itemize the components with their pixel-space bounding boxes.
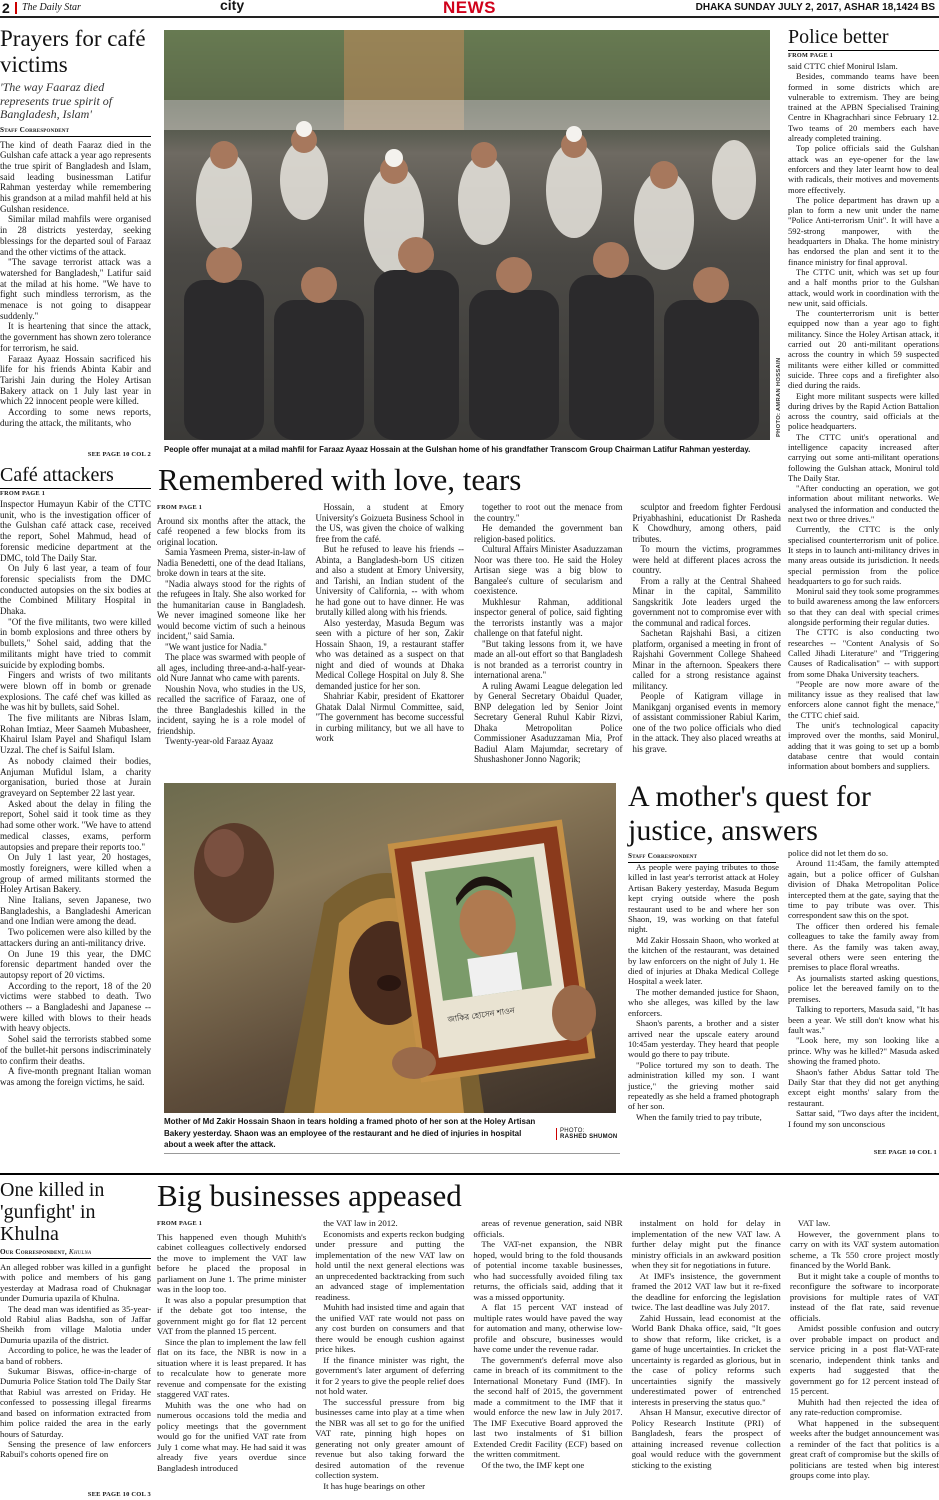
- paragraph: The place was swarmed with people of all ages, including three-and-a-half-year-old Nure Jannat who came with parents.: [157, 652, 306, 683]
- paragraph: Sukumar Biswas, office-in-charge of Dumuria Police Station told The Daily Star that Rabiul was arrested on Friday. He confessed to possessing illegal firearms and based on information extracted from him police raided the area in the early hours of Saturday.: [0, 1366, 151, 1439]
- paragraph: Also yesterday, Masuda Begum was seen with a picture of her son, Zakir Hossain Shaon, 19, a restaurant staffer who was detained as a suspect on that night and died of wounds at Dhaka Medical College Hospital on July 8. She demanded justice for her son.: [315, 617, 464, 691]
- paragraph: Muhith had then rejected the idea of any rate-reduction compromise.: [789, 1396, 939, 1417]
- mother-jump: SEE PAGE 10 COL 1: [870, 1149, 937, 1156]
- cafe-label: FROM PAGE 1: [0, 490, 46, 497]
- paragraph: sculptor and freedom fighter Ferdousi Priyabhashini, educationist Dr Rasheda K Chowdhury, among others, paid tributes.: [632, 502, 781, 544]
- mother-photo: [164, 783, 616, 1113]
- paragraph: The successful pressure from big businesses came into play at a time when the NBR was all set to go for the unified VAT rate, pinning high hopes on generating not only greater amount of revenue but also taking forward the desired automation of the revenue collection system.: [315, 1396, 465, 1480]
- police-label: FROM PAGE 1: [788, 52, 834, 59]
- cafe-headline: Café attackers: [0, 464, 151, 489]
- paragraph: "After conducting an operation, we got information about militant networks. We analysed the information and conducted the next two or three drives.": [788, 483, 939, 525]
- paragraph: "Of the five militants, two were killed in bomb explosions and three others by bullets," Sohel said, adding that the militants might have tried to commit suicide by exploding bombs.: [0, 616, 151, 670]
- paragraph: "The savage terrorist attack was a watershed for Bangladesh," Latifur said at the milad at his home. "We have to fight such mindless terrorism, as the menace is not going to disappear suddenly.": [0, 257, 151, 321]
- remembered-column-2: [316, 502, 465, 768]
- paragraph: On July 6 last year, a team of four forensic specialists from the DMC conducted autopsies on the six bodies at the Combined Military Hospital in Dhaka.: [0, 563, 151, 617]
- paragraph: the VAT law in 2012.: [323, 1218, 398, 1228]
- paragraph: areas of revenue generation, said NBR officials.: [473, 1218, 623, 1239]
- paragraph: It is heartening that since the attack, the government has shown zero tolerance for terrorism, he said.: [0, 321, 151, 353]
- paragraph: Nine Italians, seven Japanese, two Bangladeshis, a Bangladeshi American and one Indian were among the dead.: [0, 895, 151, 927]
- paragraph: Around six months after the attack, the café reopened a few blocks from its original location.: [157, 515, 306, 547]
- prayers-body: [0, 140, 151, 429]
- remembered-column-4: [633, 502, 782, 768]
- khulna-story: [0, 1179, 151, 1500]
- business-column-3: [473, 1218, 622, 1498]
- mother-headline: A mother's quest for justice, answers: [628, 780, 871, 847]
- mother-photo-illustration: [164, 783, 616, 1113]
- mother-photo-caption: Mother of Md Zakir Hossain Shaon in tears holding a framed photo of her son at the Holey Artisan Bakery yesterday. Shaon was an employee of the restaurant and he died of injuries in hospital about a week after the attack.: [164, 1117, 536, 1150]
- paragraph: Currently, the CTTC is the only specialised counterterrorism unit of police. It steps in to launch anti-militancy drives in many areas outside its jurisdiction. It needs special permission from the police headquarters to go for such raids.: [788, 524, 939, 586]
- mother-caption-box: [164, 1114, 620, 1154]
- paragraph: Mukhlesur Rahman, additional inspector general of police, said fighting the terrorists instantly was a major challenge on that fateful night.: [474, 596, 623, 638]
- section-divider: [0, 1173, 939, 1175]
- paragraph: Samia Yasmeen Prema, sister-in-law of Nadia Benedetti, one of the dead Italians, broke down in tears at the site.: [157, 547, 306, 578]
- paragraph: The VAT-net expansion, the NBR hoped, would bring to the fold thousands of potential income taxable businesses, who had successfully avoided filing tax returns, the officials said, adding that it was a missed opportunity.: [473, 1239, 623, 1302]
- remembered-column-3: [474, 502, 623, 768]
- paragraph: According to the report, 18 of the 20 victims were stabbed to death. Two others -- a Bangladeshi and Japanese -- were killed with blows to their heads with heavy objects.: [0, 980, 151, 1034]
- paragraph: Asked about the delay in filing the report, Sohel said it took time as they had some other work. "We have to attend medical classes, exams, perform autopsies and prepare their reports too.": [0, 798, 151, 852]
- paragraph: Sensing the presence of law enforcers Rabuil's cohorts opened fire on: [0, 1438, 151, 1460]
- prayers-headline: Prayers for café victims: [0, 26, 146, 77]
- paragraph: The CTTC unit's operational and intelligence capacity increased after carrying out some anti-militant operations following the Gulshan attack, Monirul told The Daily Star.: [788, 431, 939, 483]
- milad-photo-illustration: [164, 30, 770, 440]
- paragraph: If the finance minister was right, the government's later argument of deferring it for 2 years to give the people relief does not hold water.: [315, 1354, 465, 1396]
- paragraph: Md Zakir Hossain Shaon, who worked at the kitchen of the restaurant, was detained by law enforcers on the night of July 1. He died of injuries at Dhaka Medical College Hospital a week later.: [628, 934, 779, 987]
- paragraph: When the family tried to pay tribute,: [636, 1111, 762, 1122]
- paragraph: said CTTC chief Monirul Islam.: [788, 61, 898, 71]
- police-story: [788, 26, 939, 774]
- business-column-5: [790, 1218, 939, 1498]
- paragraph: Fingers and wrists of two militants were blown off in bomb or grenade explosions. The café chef was killed as he was hit by bullets, said Sohel.: [0, 670, 151, 713]
- paragraph: This happened even though Muhith's cabinet colleagues collectively endorsed the move to implement the VAT law before he placed the proposal in parliament on June 1. The prime minister was in the loop too.: [157, 1231, 307, 1294]
- khulna-headline: One killed in 'gunfight' in Khulna: [0, 1179, 105, 1245]
- paragraph: Twenty-year-old Faraaz Ayaaz: [165, 736, 274, 746]
- paragraph: Hossain, a student at Emory University's Goizueta Business School in the US, was given the choice of walking free from the café.: [315, 502, 464, 544]
- paragraph: "Look here, my son looking like a prince. Why was he killed?" Masuda asked showing the framed photo.: [788, 1035, 939, 1067]
- paragraph: police did not let them do so.: [788, 848, 889, 858]
- prayers-byline: Staff Correspondent: [0, 126, 151, 137]
- khulna-byline: Our Correspondent, Khulna: [0, 1248, 151, 1259]
- paragraph: However, the government plans to carry on with its VAT system automation scheme, a Tk 550 crore project mostly financed by the World Bank.: [789, 1228, 939, 1270]
- paragraph: A ruling Awami League delegation led by General Secretary Obaidul Quader, BNP delegation led by Senior Joint Secretary General Ruhul Kabir Rizvi, Dhaka Metropolitan Police Commissioner Asaduzzaman Mia, Prof Badiul Alam Majumdar, secretary of Shushashoner Jonno Nagorik;: [474, 680, 623, 764]
- prayers-subhead: 'The way Faaraz died represents true spirit of Bangladesh, Islam': [0, 80, 113, 121]
- remembered-story: [157, 462, 781, 768]
- khulna-body: [0, 1262, 151, 1460]
- paragraph: As journalists started asking questions, police let the bereaved family on to the premises.: [788, 972, 939, 1004]
- khulna-jump: SEE PAGE 10 COL 3: [84, 1491, 151, 1498]
- paragraph: The officer then ordered his female colleagues to take the family away from there. As the family was taken away, several others were seen entering the premises to place floral wreaths.: [788, 920, 939, 973]
- mother-column-1: [628, 862, 779, 1154]
- remembered-column-1: [157, 502, 306, 768]
- police-headline: Police better: [788, 26, 939, 51]
- dateline: DHAKA SUNDAY JULY 2, 2017, ASHAR 18,1424 BS: [695, 2, 935, 13]
- paragraph: Zahid Hussain, lead economist at the World Bank Dhaka office, said, "It goes to show that reform, like cricket, is a game of huge uncertainties. In cricket the uncertainty is regarded as glorious, but in the case of policy reforms such uncertainties signify the massively underestimated power of entrenched interests in preserving the status quo.": [631, 1312, 781, 1407]
- milad-photo: [164, 30, 770, 440]
- paragraph: Around 11:45am, the family attempted again, but a police officer of Gulshan division of Dhaka Metropolitan Police intercepted them at the gate, saying that the time to pay tribute was over. This correspondent saw this on the spot.: [788, 858, 939, 921]
- paragraph: Ahsan H Mansur, executive director of Policy Research Institute (PRI) of Bangladesh, fears the prospect of attaining increased revenue collection goal would reduce with the government sticking to the existing: [631, 1407, 781, 1470]
- paragraph: Shaon's father Abdus Sattar told The Daily Star that they did not get anything except eight months' salary from the restaurant.: [788, 1066, 939, 1108]
- paragraph: The counterterrorism unit is better equipped now than a year ago to fight militancy. Since the Holey Artisan attack, it carried out 20 anti-militant operations across the country in which 59 suspected militants were either killed or committed suicide. Three cops and a firefighter also died during the raids.: [788, 308, 939, 391]
- paragraph: Shahriar Kabir, president of Ekattorer Ghatak Dalal Nirmul Committee, said, "The government has become successful in curbing militancy, but we all have to work: [315, 691, 464, 743]
- paragraph: Talking to reporters, Masuda said, "It has been a year. We still don't know what his fault was.": [788, 1004, 939, 1035]
- paragraph: Muhith was the one who had on numerous occasions told the media and policy meetings that the government would go for the unified VAT rate from July 1 come what may. He had said it was already five years overdue since Bangladesh introduced: [157, 1399, 307, 1473]
- paragraph: Sohel said the terrorists stabbed some of the bullet-hit persons indiscriminately to confirm their deaths.: [0, 1034, 151, 1066]
- paragraph: The dead man was identified as 35-year-old Rabiul alias Badsha, son of Jaffar Sheikh from village Malotia under Dumuria upazila of the district.: [0, 1303, 151, 1345]
- paragraph: As people were paying tributes to those killed in last year's terrorist attack at Holey Artisan Bakery yesterday, Masuda Begum kept crying outside where the posh restaurant used to be and where her son Shaon, 19, was working on that fateful night.: [628, 862, 779, 935]
- paragraph: "But taking lessons from it, we have made an all-out effort so that Bangladesh is not branded as a terrorist country in international arena.": [474, 638, 623, 680]
- paragraph: VAT law.: [797, 1218, 831, 1228]
- paragraph: As nobody claimed their bodies, Anjuman Mufidul Islam, a charity organisation, buried those at Jurain graveyard on September 22 last year.: [0, 755, 151, 798]
- paragraph: "Police tortured my son to death. The administration killed my son. I want justice," the grieving mother said repeatedly as she held a framed photograph of her son.: [628, 1059, 779, 1112]
- paragraph: Since the plan to implement the law fell flat on its face, the NBR is now in a situation where it is least prepared. It has to recalculate how to generate more revenue and compensate for the existing staggered VAT rates.: [157, 1336, 307, 1399]
- paragraph: The government's deferral move also came in breach of its commitment to the International Monetary Fund (IMF). In the second half of 2015, the government made a commitment to the IMF that it would enforce the new law in July 2017. The IMF Executive Board approved the last two instalments of $1 billion Extended Credit Facility (ECF) based on the written commitment.: [473, 1354, 623, 1459]
- paragraph: On June 19 this year, the DMC forensic department handed over the autopsy report of 20 victims.: [0, 948, 151, 980]
- remembered-label: FROM PAGE 1: [157, 504, 203, 511]
- business-columns: [157, 1218, 939, 1498]
- paragraph: Eight more militant suspects were killed during drives by the Rapid Action Battalion across the country, said officials at the police headquarters.: [788, 390, 939, 432]
- cafe-story: [0, 464, 151, 1172]
- paragraph: instalment on hold for delay in implementation of the new VAT law. A further delay might put the finance ministry officials in an awkward position when they sit for negotiations in future.: [631, 1218, 781, 1270]
- page-number: 2: [2, 0, 10, 16]
- mother-column-2: [788, 848, 939, 1154]
- business-column-4: [632, 1218, 781, 1498]
- remembered-headline: Remembered with love, tears: [158, 462, 522, 497]
- mother-photo-credit: PHOTO: RASHED SHUMON: [556, 1128, 618, 1140]
- paragraph: According to some news reports, during the attack, the militants, who: [0, 407, 151, 428]
- paragraph: Faraaz Ayaaz Hossain sacrificed his life for his friends Abinta Kabir and Tarishi Jain during the Holey Artisan Bakery attack on 1 July last year in which 22 innocent people were killed.: [0, 353, 151, 407]
- masthead: [0, 0, 939, 18]
- business-headline: Big businesses appeased: [157, 1178, 462, 1213]
- paragraph: Of the two, the IMF kept one: [481, 1459, 585, 1470]
- section-city: city: [220, 0, 245, 13]
- paragraph: Monirul said they took some programmes to build awareness among the law enforcers so that they can deal with special crimes alongside performing their regular duties.: [788, 586, 939, 628]
- paragraph: Sachetan Rajshahi Basi, a citizen platform, organised a meeting in front of Rajshahi Government College Shaheed Minar in the afternoon. Speakers there called for a strong resistance against militancy.: [632, 628, 781, 691]
- paragraph: The unit's technological capacity improved over the months, said Monirul, adding that it was going to set up a bomb database centre that would contain information about bombers and suppliers.: [788, 720, 939, 772]
- paragraph: The CTTC is also conducting two researches -- "Content Analysis of So Called Jihadi Literature" and "Triggering Causes of Radicalisation" -- with support from some Dhaka University teachers.: [788, 627, 939, 679]
- paragraph: It has huge bearings on other: [323, 1480, 426, 1491]
- business-column-1: [157, 1218, 306, 1498]
- paragraph: "Nadia always stood for the rights of the refugees in Italy. She also worked for the humanitarian cause in Bangladesh. We never imagined someone like her would become victim of such a heinous incident," said Samia.: [157, 578, 306, 641]
- paragraph: To mourn the victims, programmes were held at different places across the country.: [632, 544, 781, 575]
- paragraph: Noushin Nova, who studies in the US, recalled the sacrifice of Faraaz, one of the three Bangladeshis killed in the incident, saying he is a role model of friendship.: [157, 683, 306, 736]
- paragraph: Shaon's parents, a brother and a sister arrived near the upscale eatery around 10:45am yesterday. They heard that people would go there to pay tribute.: [628, 1018, 779, 1060]
- paragraph: On July 1 last year, 20 hostages, mostly foreigners, were killed when a group of armed militants stormed the Holey Artisan Bakery.: [0, 852, 151, 895]
- paragraph: What happened in the subsequent weeks after the budget announcement was a reminder of the fact that politics is a great craft of compromise but the skills of politicians are tested when big interest groups come into play.: [789, 1417, 939, 1480]
- paragraph: According to police, he was the leader of a band of robbers.: [0, 1345, 151, 1366]
- prayers-jump: SEE PAGE 10 COL 2: [84, 451, 151, 458]
- business-story: [157, 1178, 939, 1500]
- paragraph: Sattar said, "Two days after the incident, I found my son unconscious: [788, 1108, 939, 1129]
- paragraph: Economists and experts reckon budging under pressure and putting the implementation of the new VAT law on hold until the next general elections was an unprecedented backtracking from such an advanced stage of implementation readiness.: [315, 1228, 465, 1302]
- frame-caption-text: জাকির হোসেন শাওন: [447, 1005, 516, 1025]
- paragraph: Muhith had insisted time and again that the unified VAT rate would not pass on any cost burden on consumers and that there would be enough cushion against price hikes.: [315, 1302, 465, 1354]
- paragraph: A five-month pregnant Italian woman was among the foreign victims, he said.: [0, 1066, 151, 1087]
- paragraph: Cultural Affairs Minister Asaduzzaman Noor was there too. He said the Holey Artisan siege was a big blow to Bangalee's culture of secularism and coexistence.: [474, 544, 623, 596]
- paragraph: "We want justice for Nadia.": [165, 641, 267, 652]
- paragraph: He demanded the government ban religion-based politics.: [474, 523, 623, 544]
- paragraph: Top police officials said the Gulshan attack was an eye-opener for the law enforcers and they later learnt how to deal with radicals, their motives and movements more effectively.: [788, 143, 939, 195]
- paragraph: A flat 15 percent VAT instead of multiple rates would have paved the way for automation and many, otherwise low-profile and obscure, businesses would have come under the revenue radar.: [473, 1302, 623, 1354]
- business-label: FROM PAGE 1: [157, 1220, 203, 1227]
- business-column-2: [315, 1218, 464, 1498]
- paragraph: From a rally at the Central Shaheed Minar in the capital, Sammilito Sangskritik Jote leaders urged the government not to compromise ever with the communal and radical forces.: [632, 575, 781, 628]
- paragraph: But it might take a couple of months to reconfigure the software to incorporate provisions for multiple rates of VAT instead of the flat rate, said revenue officials.: [789, 1270, 939, 1323]
- paragraph: "People are now more aware of the militancy issue as they realised that law enforcers alone cannot fight the menace," the CTTC chief said.: [788, 678, 939, 720]
- paragraph: The kind of death Faaraz died in the Gulshan cafe attack a year ago represents the true spirit of Bangladesh and Islam, said leading businessman Latifur Rahman yesterday while remembering his grandson at a milad mahfil held at his Gulshan residence.: [0, 139, 151, 214]
- paragraph: The CTTC unit, which was set up four and a half months prior to the Gulshan attack, would work in coordination with the new unit, said officials.: [788, 266, 939, 308]
- section-news: NEWS: [443, 0, 496, 17]
- paragraph: But he refused to leave his friends -- Abinta, a Bangladesh-born US citizen and also a student at Emory University, and Tarishi, an Indian student of the University of California, -- with whom he had gone out to have dinner. He was brutally killed along with his friends.: [315, 544, 464, 617]
- paragraph: The mother demanded justice for Shaon, who she alleges, was killed by the law enforcers.: [628, 986, 779, 1018]
- paragraph: together to root out the menace from the country.": [474, 502, 623, 523]
- cafe-body: [0, 499, 151, 1088]
- paragraph: Inspector Humayun Kabir of the CTTC unit, who is the investigation officer of the Gulshan café attack case, received the report, Sohel Mahmud, head of forensic medicine department at the DMC, told The Daily Star.: [0, 499, 151, 563]
- prayers-story: [0, 26, 151, 458]
- paragraph: The police department has drawn up a plan to form a new unit under the name "Police Anti-terrorism Unit". It will have a 592-strong manpower, with the headquarters in Dhaka. The home ministry has endorsed the plan and sent it to the finance ministry for final approval.: [788, 194, 939, 267]
- remembered-columns: [157, 502, 781, 768]
- paper-name: The Daily Star: [22, 2, 81, 13]
- paragraph: The five militants are Nibras Islam, Rohan Imtiaz, Meer Saameh Mubasheer, Khairul Islam Payel and Shafiqul Islam Uzzal. The chef is Saiful Islam.: [0, 713, 151, 756]
- milad-photo-credit: PHOTO: AMRAN HOSSAIN: [776, 357, 782, 437]
- paragraph: Two policemen were also killed by the attackers during an anti-militancy drive.: [0, 927, 151, 948]
- milad-photo-caption: People offer munajat at a milad mahfil for Faraaz Ayaaz Hossain at the Gulshan home of his grandfather Transcom Group Chairman Latifur Rahman yesterday.: [164, 445, 751, 454]
- paragraph: Similar milad mahfils were organised in 28 districts yesterday, seeking blessings for the departed soul of Faraaz and the other victims of the attack.: [0, 214, 151, 257]
- paragraph: At IMF's insistence, the government framed the 2012 VAT law but it re-fixed the deadline for enforcing the legislation twice. The last deadline was July 2017.: [631, 1270, 781, 1312]
- paragraph: It was also a popular presumption that if the debate got too intense, the government might go for flat 12 percent VAT from the planned 15 percent.: [157, 1294, 307, 1336]
- paragraph: An alleged robber was killed in a gunfight with police and members of his gang yesterday at Madrasa road of Chuknagar under Dumuria upazila of Khulna.: [0, 1262, 151, 1304]
- mother-story: [628, 780, 939, 1156]
- mother-byline: Staff Correspondent: [628, 852, 776, 863]
- paragraph: People of Katigram village in Manikganj organised events in memory of assistant commissioner Rabiul Karim, one of the two police officials who died in the attack. They also placed wreaths at his grave.: [632, 691, 781, 754]
- police-body: [788, 61, 939, 771]
- separator: [15, 2, 17, 14]
- paragraph: Besides, commando teams have been formed in some districts which are vulnerable to extremism. They are being trained at the APBN Specialised Training Centre in Khagrachhari since February 12. Two teams of 20 members each have already completed training.: [788, 71, 939, 144]
- paragraph: Amidst possible confusion and outcry over probable impact on product and service pricing in a post flat-VAT-rate scenario, independent think tanks and experts had suggested that the government go for 12 percent instead of 15 percent.: [789, 1323, 939, 1396]
